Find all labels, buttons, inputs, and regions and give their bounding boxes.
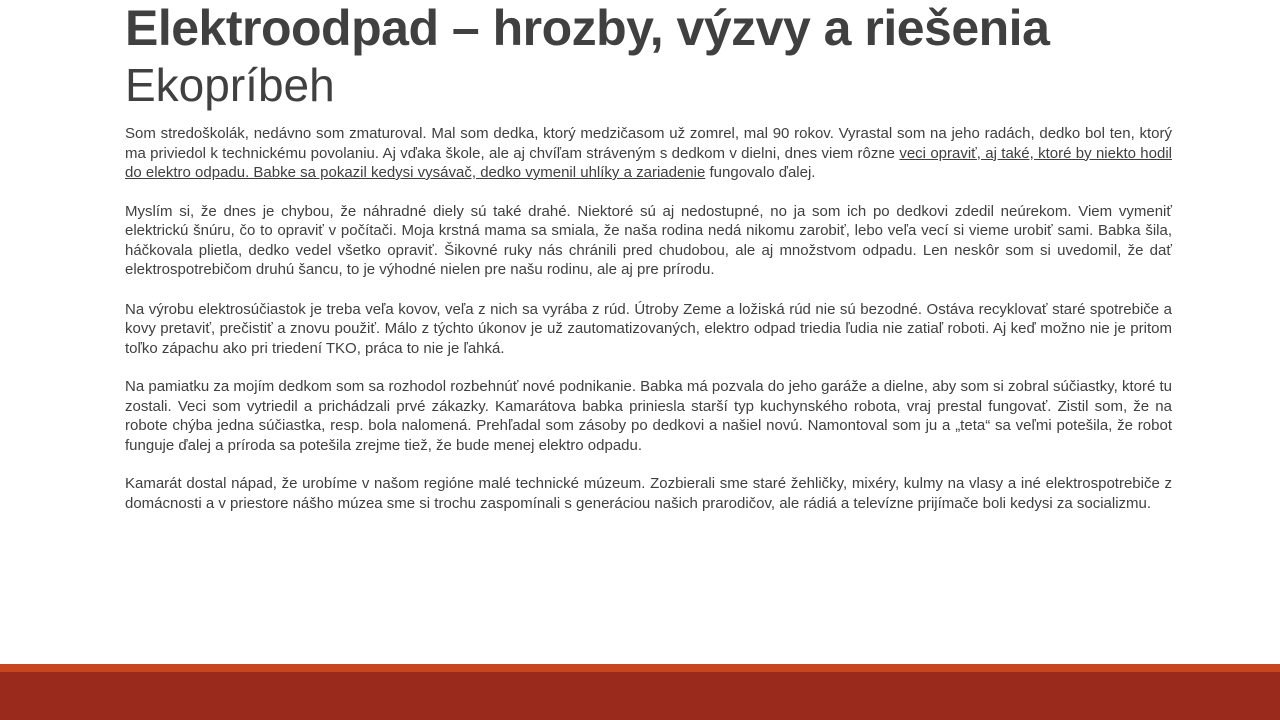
paragraph-1-text-start: Som stredoškolák, nedávno som zmaturoval. Mal som dedka, ktorý medzičasom už zomrel, mal 90 rokov. Vyrastal som na jeho radách, dedko bol ten, ktorý ma priviedol k technickému povolaniu. Aj vďaka škole, ale aj chvíľam stráveným s dedkom v dielni, dnes viem rôzne [125,125,1172,162]
title-block [125,0,1175,114]
paragraph-1-text-end: fungovalo ďalej. [705,164,816,181]
footer-accent-stripe [0,664,1280,672]
paragraph-5: Kamarát dostal nápad, že urobíme v našom regióne malé technické múzeum. Zozbierali sme staré žehličky, mixéry, kulmy na vlasy a iné elektrospotrebiče z domácnosti a v priestore nášho múzea sme si trochu zaspomínali s generáciou našich prarodičov, ale rádiá a televízne prijímače boli kedysi za socializmu. [125,475,1172,512]
slide-subtitle: Ekopríbeh [125,59,335,111]
paragraph-1 [125,124,1172,183]
footer-bar [0,672,1280,720]
paragraph-2: Myslím si, že dnes je chybou, že náhradné diely sú také drahé. Niektoré sú aj nedostupné, no ja som ich po dedkovi zdedil neúrekom. Viem vymeniť elektrickú šnúru, čo to opraviť v počítači. Moja krstná mama sa smiala, že naša rodina nedá nikomu zarobiť, lebo veľa vecí si vieme urobiť sami. Babka šila, háčkovala plietla, dedko vedel všetko opraviť. Šikovné ruky nás chránili pred chudobou, ale aj množstvom odpadu. Len neskôr som si uvedomil, že dať elektrospotrebičom druhú šancu, to je výhodné nielen pre našu rodinu, ale aj pre prírodu. [125,202,1172,278]
paragraph-3: Na výrobu elektrosúčiastok je treba veľa kovov, veľa z nich sa vyrába z rúd. Útroby Zeme a ložiská rúd nie sú bezodné. Ostáva recyklovať staré spotrebiče a kovy pretaviť, prečistiť a znovu použiť. Málo z týchto úkonov je už zautomatizovaných, elektro odpad triedia ľudia nie zatiaľ roboti. Aj keď možno nie je pritom toľko zápachu ako pri triedení TKO, práca to nie je ľahká. [125,300,1172,357]
paragraph-1-underlined-text: veci opraviť, aj také, ktoré by niekto hodil do elektro odpadu. Babke sa pokazil kedysi vysávač, dedko vymenil uhlíky a zariadenie [125,144,1172,181]
paragraph-4: Na pamiatku za mojím dedkom som sa rozhodol rozbehnúť nové podnikanie. Babka má pozvala do jeho garáže a dielne, aby som si zobral súčiastky, ktoré tu zostali. Veci som vytriedil a prichádzali prvé zákazky. Kamarátova babka priniesla starší typ kuchynského robota, vraj prestal fungovať. Zistil som, že na robote chýba jedna súčiastka, resp. bola nalomená. Prehľadal som zásoby po dedkovi a našiel novú. Namontoval som ju a „teta“ sa veľmi potešila, že robot funguje ďalej a príroda sa potešila zrejme tiež, že bude menej elektro odpadu. [125,378,1172,454]
slide-title: Elektroodpad – hrozby, výzvy a riešenia [125,0,1050,56]
slide-body [125,124,1172,532]
